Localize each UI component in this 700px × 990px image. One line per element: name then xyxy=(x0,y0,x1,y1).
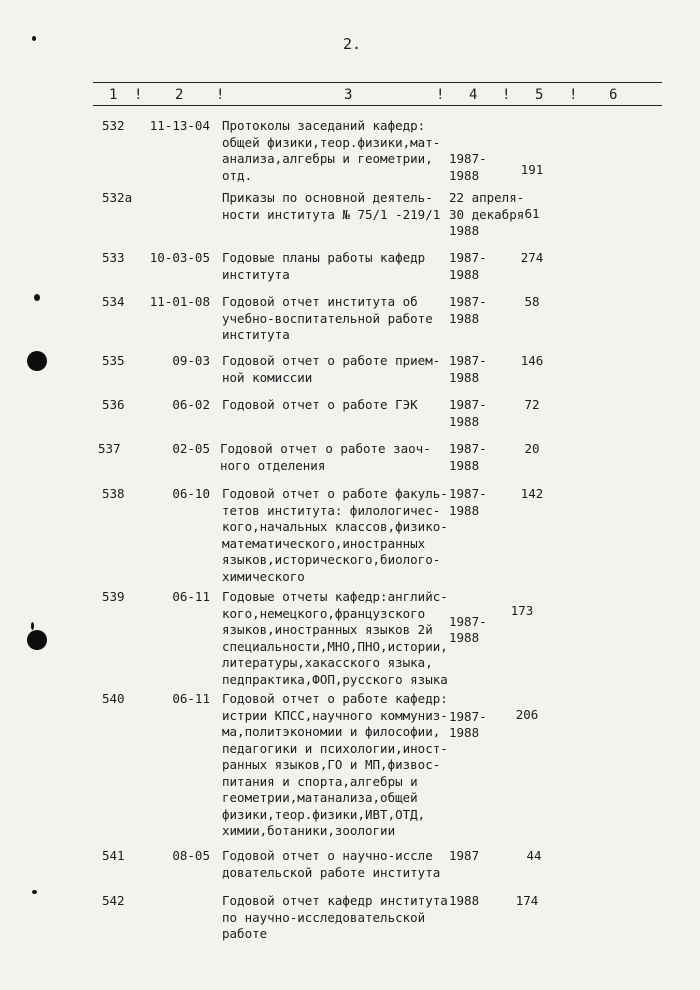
item-code: 11-13-04 xyxy=(149,118,210,133)
item-dates: 1987- 1988 xyxy=(449,151,487,183)
item-number: 534 xyxy=(102,294,125,309)
item-number: 533 xyxy=(102,250,125,265)
item-title: Годовой отчет о работе факуль- тетов института: филологичес- кого,начальных классов,физико- математического,иностранных языков,исторического,биолого- химического xyxy=(222,486,448,584)
item-sheets: 58 xyxy=(524,294,540,309)
scan-speck xyxy=(34,294,40,301)
item-code: 06-02 xyxy=(172,397,210,412)
item-title: Годовой отчет о работе прием- ной комиссии xyxy=(222,353,441,385)
item-title: Годовой отчет кафедр института по научно-исследовательской работе xyxy=(222,893,448,941)
item-code: 10-03-05 xyxy=(149,250,210,265)
item-number: 536 xyxy=(102,397,125,412)
header-col-6: 6 xyxy=(609,87,618,103)
header-col-2: 2 xyxy=(175,87,184,103)
item-code: 08-05 xyxy=(172,848,210,863)
scan-speck xyxy=(32,36,36,41)
item-dates: 1987- 1988 xyxy=(449,441,487,473)
item-dates: 1987- 1988 xyxy=(449,353,487,385)
item-number: 542 xyxy=(102,893,125,908)
item-sheets: 173 xyxy=(510,603,534,618)
scan-speck xyxy=(32,890,37,894)
punch-hole-mark xyxy=(27,351,47,371)
item-number: 535 xyxy=(102,353,125,368)
header-separator: ! xyxy=(502,87,511,103)
item-sheets: 191 xyxy=(520,162,544,177)
item-dates: 1987- 1988 xyxy=(449,397,487,429)
item-sheets: 274 xyxy=(520,250,544,265)
header-col-3: 3 xyxy=(344,87,353,103)
item-dates: 22 апреля- 30 декабря 1988 xyxy=(449,190,525,238)
item-sheets: 142 xyxy=(520,486,544,501)
item-title: Годовой отчет института об учебно-воспитательной работе института xyxy=(222,294,433,342)
item-title: Приказы по основной деятель- ности института № 75/1 -219/1 xyxy=(222,190,441,222)
item-dates: 1988 xyxy=(449,893,480,908)
item-title: Годовые планы работы кафедр института xyxy=(222,250,426,282)
item-dates: 1987- 1988 xyxy=(449,486,487,518)
item-code: 06-11 xyxy=(172,691,210,706)
item-number: 537 xyxy=(98,441,121,456)
item-number: 540 xyxy=(102,691,125,706)
item-number: 532а xyxy=(102,190,133,205)
item-title: Годовые отчеты кафедр:английс- кого,немецкого,французского языков,иностранных языков 2й специальности,МНО,ПНО,истории, литературы,хакасского языка, педпрактика,ФОП,русского языка xyxy=(222,589,448,687)
item-dates: 1987 xyxy=(449,848,480,863)
item-number: 538 xyxy=(102,486,125,501)
header-separator: ! xyxy=(436,87,445,103)
item-sheets: 44 xyxy=(526,848,542,863)
item-title: Протоколы заседаний кафедр: общей физики,теор.физики,мат- анализа,алгебры и геометрии, отд. xyxy=(222,118,441,183)
item-number: 532 xyxy=(102,118,125,133)
item-dates: 1987- 1988 xyxy=(449,250,487,282)
item-number: 541 xyxy=(102,848,125,863)
header-separator: ! xyxy=(216,87,225,103)
page-number: 2. xyxy=(343,35,362,53)
item-sheets: 206 xyxy=(515,707,539,722)
header-col-1: 1 xyxy=(109,87,118,103)
punch-hole-mark xyxy=(27,630,47,650)
scan-speck xyxy=(31,622,34,630)
item-sheets: 72 xyxy=(524,397,540,412)
item-title: Годовой отчет о научно-иссле довательской работе института xyxy=(222,848,441,880)
item-sheets: 61 xyxy=(524,206,540,221)
item-title: Годовой отчет о работе ГЭК xyxy=(222,397,418,412)
item-sheets: 20 xyxy=(524,441,540,456)
item-dates: 1987- 1988 xyxy=(449,708,487,740)
item-title: Годовой отчет о работе заоч- ного отделения xyxy=(220,441,431,473)
item-code: 06-11 xyxy=(172,589,210,604)
item-sheets: 146 xyxy=(520,353,544,368)
table-header-bottom-rule xyxy=(93,105,662,106)
item-number: 539 xyxy=(102,589,125,604)
item-dates: 1987- 1988 xyxy=(449,613,487,645)
table-header-top-rule xyxy=(93,82,662,83)
header-separator: ! xyxy=(569,87,578,103)
item-code: 09-03 xyxy=(172,353,210,368)
item-code: 11-01-08 xyxy=(149,294,210,309)
item-title: Годовой отчет о работе кафедр: истрии КПСС,научного коммуниз- ма,политэкономии и философии, педагогики и психологии,иност- ранных языков,ГО и МП,физвос- питания и спорта,алгебры и геометрии,матанализа,общей физики,теор.физики,ИВТ,ОТД, химии,ботаники,зоологии xyxy=(222,691,448,838)
header-col-5: 5 xyxy=(535,87,544,103)
header-separator: ! xyxy=(134,87,143,103)
header-col-4: 4 xyxy=(469,87,478,103)
item-code: 06-10 xyxy=(172,486,210,501)
item-sheets: 174 xyxy=(515,893,539,908)
item-dates: 1987- 1988 xyxy=(449,294,487,326)
item-code: 02-05 xyxy=(172,441,210,456)
